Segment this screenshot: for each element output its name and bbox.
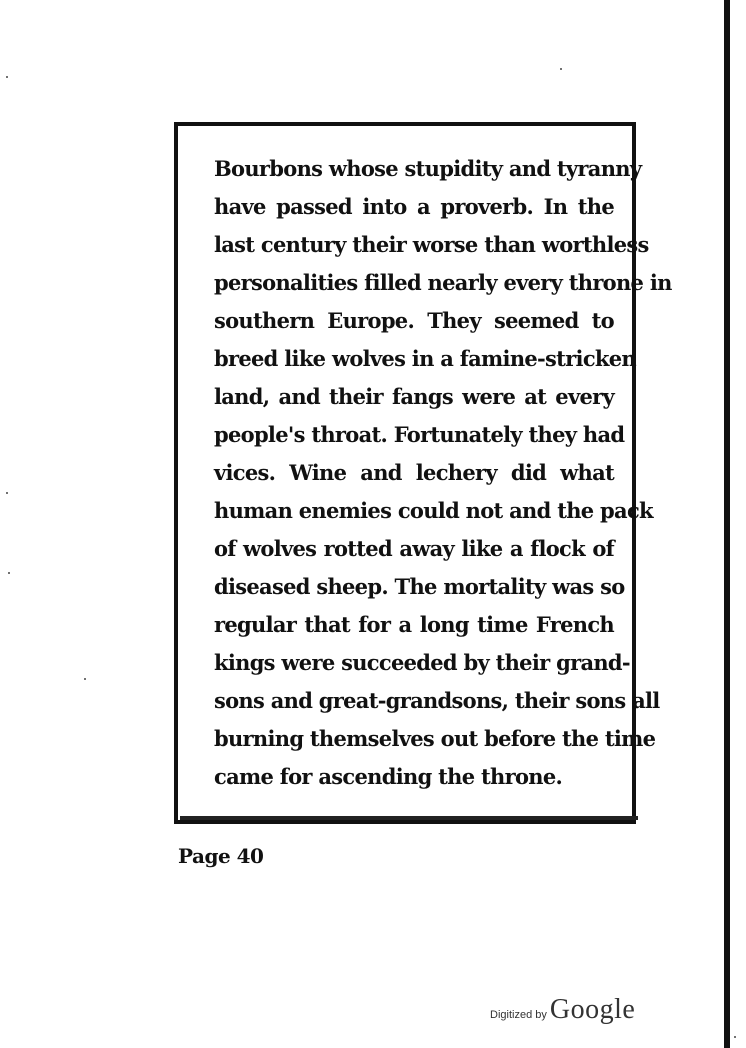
text-line: breed like wolves in a famine-stricken — [214, 346, 636, 371]
text-line: diseased sheep. The mortality was so — [214, 574, 625, 599]
text-line: regular that for a long time French — [214, 612, 614, 637]
text-line: have passed into a proverb. In the — [214, 194, 614, 219]
text-line: kings were succeeded by their grand- — [214, 650, 630, 675]
scan-speck — [6, 76, 8, 78]
scan-speck — [84, 678, 86, 680]
frame-shadow — [180, 816, 638, 820]
scan-edge — [724, 0, 730, 1048]
text-line: human enemies could not and the pack — [214, 498, 653, 523]
scan-speck — [734, 1036, 736, 1038]
text-line: of wolves rotted away like a flock of — [214, 536, 614, 561]
scan-speck — [560, 68, 562, 70]
scan-speck — [8, 572, 10, 574]
scan-speck — [6, 492, 8, 494]
text-frame — [174, 122, 672, 824]
text-line: Bourbons whose stupidity and tyranny — [214, 156, 642, 181]
body-text — [214, 150, 672, 796]
text-line: southern Europe. They seemed to — [214, 308, 614, 333]
text-line: burning themselves out before the time — [214, 726, 656, 751]
text-line: last century their worse than worthless — [214, 232, 649, 257]
digitized-attribution — [490, 994, 635, 1026]
attribution-prefix: Digitized by — [490, 1009, 547, 1021]
text-line: vices. Wine and lechery did what — [214, 460, 614, 485]
text-line: sons and great-grandsons, their sons all — [214, 688, 660, 713]
text-line: personalities filled nearly every throne in — [214, 270, 672, 295]
text-line: land, and their fangs were at every — [214, 384, 614, 409]
attribution-brand-logo: Google — [549, 994, 636, 1025]
text-line: came for ascending the throne. — [214, 764, 563, 789]
text-line: people's throat. Fortunately they had — [214, 422, 625, 447]
page-number: Page 40 — [178, 844, 264, 868]
